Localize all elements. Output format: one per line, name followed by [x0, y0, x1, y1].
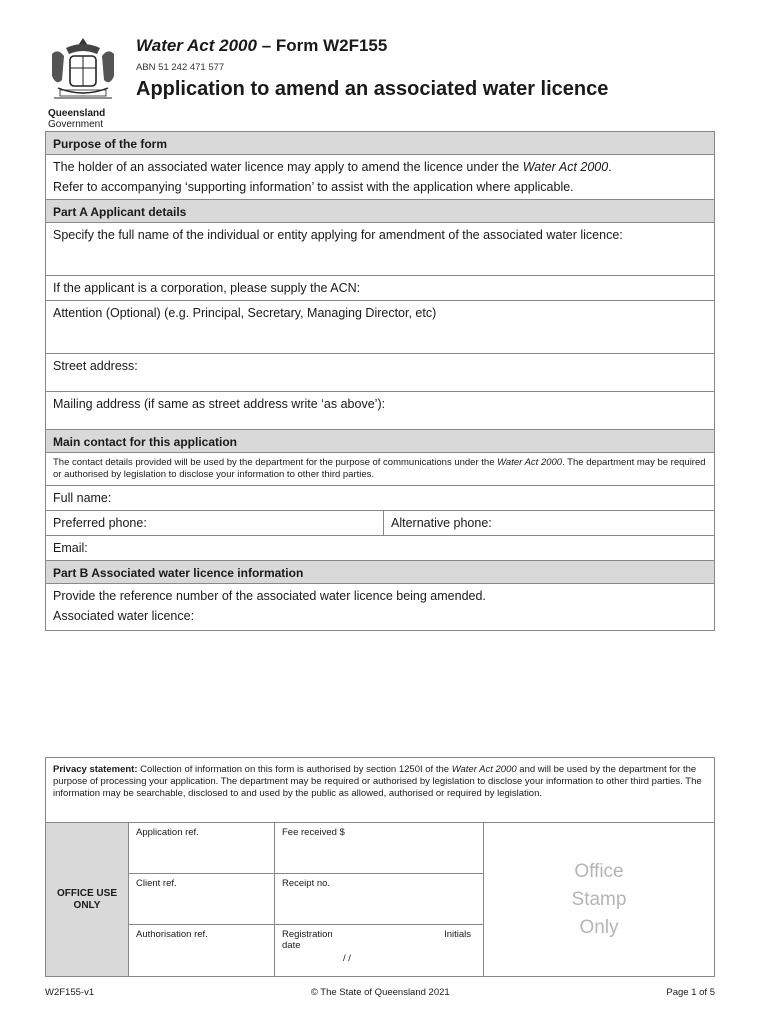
office-use-line-1: OFFICE USE	[56, 887, 117, 899]
date-slashes: / /	[343, 953, 351, 964]
part-b-instruction: Provide the reference number of the associated water licence being amended.	[53, 589, 486, 603]
contact-note-text: The contact details provided will be used by the department for the purpose of communications under the	[53, 457, 498, 468]
page-title: Application to amend an associated water licence	[136, 78, 609, 100]
contact-note-act: Water Act 2000	[497, 457, 563, 468]
coat-of-arms-icon	[44, 34, 122, 106]
privacy-text: Collection of information on this form is authorised by section 1250I of the	[137, 764, 452, 775]
form-number: – Form W2F155	[261, 36, 388, 55]
privacy-statement	[46, 758, 714, 823]
part-a-heading: Part A Applicant details	[46, 200, 714, 223]
preferred-phone-field[interactable]: Preferred phone:	[46, 511, 384, 535]
privacy-text-end: and will be used by the department for the purpose of processing your application. The department may be required or authorised by legislation to disclose your information to other third parties. The information may be searchable, disclosed to and used by the public as allowed, authorised or required by legislation.	[53, 764, 702, 799]
act-name: Water Act 2000	[136, 36, 257, 55]
stamp-line-2: Stamp	[571, 888, 627, 910]
stamp-line-3: Only	[579, 916, 619, 938]
application-ref-cell: Application ref.	[129, 823, 274, 874]
purpose-line-1	[46, 155, 714, 174]
client-ref-cell: Client ref.	[129, 874, 274, 925]
street-address-field[interactable]: Street address:	[46, 354, 714, 392]
date-label: date	[282, 940, 301, 951]
logo-wordmark	[48, 108, 105, 130]
associated-licence-field[interactable]: Associated water licence:	[53, 609, 195, 623]
office-stamp-area	[484, 823, 714, 976]
purpose-heading: Purpose of the form	[46, 132, 714, 155]
application-form	[45, 131, 715, 631]
privacy-and-office-box	[45, 757, 715, 977]
copyright: © The State of Queensland 2021	[310, 987, 450, 998]
email-field[interactable]: Email:	[46, 536, 714, 561]
page-number: Page 1 of 5	[666, 987, 715, 998]
page-footer	[45, 987, 715, 998]
receipt-no-cell: Receipt no.	[275, 874, 483, 925]
office-use-table	[46, 823, 714, 976]
purpose-act: Water Act 2000	[522, 160, 609, 174]
form-act-line	[136, 36, 736, 56]
office-use-label	[46, 823, 129, 976]
part-b-heading: Part B Associated water licence information	[46, 561, 714, 584]
registration-date-cell	[275, 925, 483, 976]
form-header	[136, 36, 736, 101]
contact-heading: Main contact for this application	[46, 430, 714, 453]
privacy-label: Privacy statement:	[53, 764, 138, 775]
purpose-text: The holder of an associated water licence may apply to amend the licence under the	[53, 160, 523, 174]
logo-sub: Government	[48, 119, 104, 130]
abn-number: ABN 51 242 471 577	[136, 62, 225, 73]
form-code: W2F155-v1	[45, 987, 95, 998]
full-name-entity-field[interactable]: Specify the full name of the individual or entity applying for amendment of the associated water licence:	[46, 223, 714, 276]
privacy-act: Water Act 2000	[451, 764, 517, 775]
acn-field[interactable]: If the applicant is a corporation, please supply the ACN:	[46, 276, 714, 301]
purpose-end: .	[608, 160, 612, 174]
contact-note	[46, 453, 714, 486]
office-fees-column	[275, 823, 484, 976]
purpose-line-2: Refer to accompanying ‘supporting information’ to assist with the application where applicable.	[46, 174, 714, 200]
office-refs-column	[129, 823, 275, 976]
office-use-line-2: ONLY	[73, 899, 101, 911]
registration-label: Registration	[282, 929, 333, 940]
fee-received-cell: Fee received $	[275, 823, 483, 874]
phone-row	[46, 511, 714, 536]
contact-note-end: . The department may be required or authorised by legislation to disclose your information to other third parties.	[53, 457, 706, 480]
alternative-phone-field[interactable]: Alternative phone:	[391, 516, 492, 530]
attention-field[interactable]: Attention (Optional) (e.g. Principal, Secretary, Managing Director, etc)	[46, 301, 714, 354]
mailing-address-field[interactable]: Mailing address (if same as street address write ‘as above’):	[46, 392, 714, 430]
authorisation-ref-cell: Authorisation ref.	[136, 929, 208, 940]
initials-label: Initials	[444, 929, 471, 940]
stamp-line-1: Office	[574, 860, 624, 882]
contact-full-name-field[interactable]: Full name:	[46, 486, 714, 511]
logo-name: Queensland	[48, 108, 106, 119]
